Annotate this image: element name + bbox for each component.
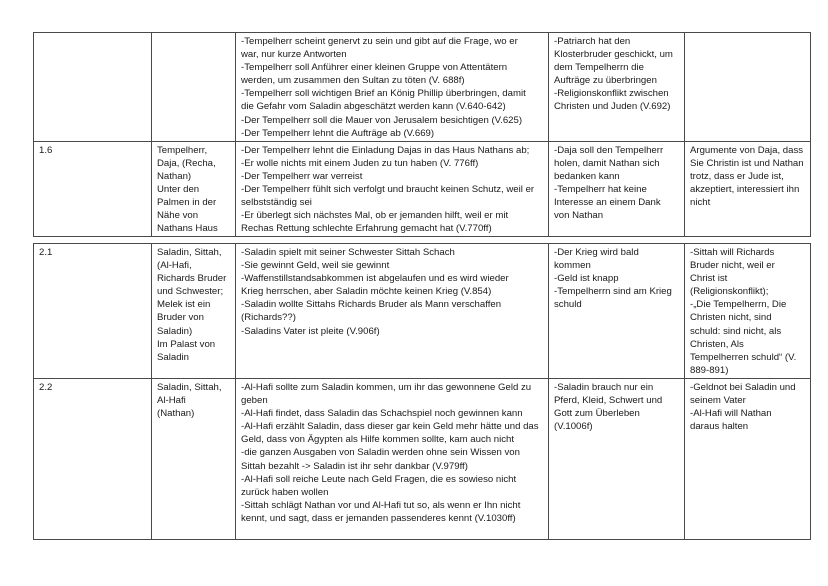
- cell-text-line: und Schwester;: [157, 286, 224, 298]
- scene-content-cell: [236, 141, 549, 237]
- cell-text-line: Unter den: [157, 184, 200, 196]
- cell-text-line: -„Die Tempelherrn, Die: [690, 299, 787, 311]
- cell-text-line: Argumente von Daja, dass: [690, 144, 804, 156]
- cell-text-line: schuld: [554, 299, 582, 311]
- cell-text-line: -Sie gewinnt Geld, weil sie gewinnt: [241, 260, 390, 272]
- scene-number-cell: [34, 141, 152, 237]
- characters-location-cell: [152, 378, 236, 539]
- cell-text-line: zurück haben wollen: [241, 486, 329, 498]
- cell-text-line: Krieg herrschen, aber Saladin möchte keinen Krieg (V.854): [241, 286, 492, 298]
- cell-text-line: -Saladin spielt mit seiner Schwester Sittah Schach: [241, 247, 455, 258]
- cell-text-line: werden, um zusammen den Sultan zu töten (V. 688f): [241, 75, 465, 87]
- cell-text-line: Klosterbruder geschickt, um: [554, 49, 673, 61]
- notes-cell: [685, 33, 811, 142]
- cell-text-line: Tempelherren schuld“ (V.: [690, 351, 797, 363]
- cell-text-line: Bruder nicht, weil er: [690, 260, 775, 272]
- cell-text-line: -Der Tempelherr lehnt die Einladung Dajas in das Haus Nathans ab;: [241, 144, 530, 156]
- cell-text-line: trotz, dass er Jude ist,: [690, 170, 784, 182]
- cell-text-line: -Al-Hafi soll reiche Leute nach Geld Fragen, die es sowieso nicht: [241, 473, 517, 485]
- cell-text-line: Daja, (Recha,: [157, 157, 216, 169]
- cell-text-line: kommen: [554, 260, 591, 272]
- cell-text-line: von Nathan: [554, 210, 604, 222]
- conflict-cell: [549, 378, 685, 539]
- characters-location-cell: [152, 244, 236, 379]
- cell-text-line: -Sittah will Richards: [690, 247, 775, 258]
- cell-text-line: -Er überlegt sich nächstes Mal, ob er jemanden hilft, weil er mit: [241, 210, 509, 222]
- cell-text-line: Richards Bruder: [157, 273, 227, 285]
- scene-table-act-2: [33, 243, 811, 540]
- scene-content-cell: [236, 244, 549, 379]
- cell-text-line: Geld, dass von Ägypten als Hilfe kommen sollte, kam auch nicht: [241, 434, 515, 446]
- cell-text-line: Sittah bezahlt -> Saladin ist ihr sehr dankbar (V.979ff): [241, 460, 468, 472]
- cell-text-line: holen, damit Nathan sich: [554, 157, 660, 169]
- conflict-cell: [549, 244, 685, 379]
- notes-cell: [685, 141, 811, 237]
- cell-text-line: -Der Tempelherr war verreist: [241, 170, 363, 182]
- cell-text-line: war, nur kurze Antworten: [241, 49, 347, 61]
- cell-text-line: -Tempelherr soll wichtigen Brief an König Phillip überbringen, damit: [241, 88, 526, 100]
- characters-location-cell: [152, 141, 236, 237]
- table-row: [34, 244, 811, 379]
- table-row: [34, 378, 811, 539]
- cell-text-line: -Tempelherr scheint genervt zu sein und gibt auf die Frage, wo er: [241, 36, 518, 47]
- cell-text-line: Christ ist: [690, 273, 728, 285]
- cell-text-line: Saladin: [157, 351, 190, 363]
- cell-text-line: Palmen in der: [157, 197, 217, 209]
- scene-content-cell: [236, 378, 549, 539]
- cell-text-line: Nähe von: [157, 210, 199, 222]
- scene-content-cell: [236, 33, 549, 142]
- cell-text-line: -Geldnot bei Saladin und: [690, 381, 796, 393]
- cell-text-line: -Religionskonflikt zwischen: [554, 88, 669, 100]
- cell-text-line: (Nathan): [157, 408, 195, 420]
- cell-text-line: Saladin): [157, 325, 193, 337]
- cell-text-line: -Der Krieg wird bald: [554, 247, 639, 258]
- cell-text-line: -Tempelherrn sind am Krieg: [554, 286, 672, 298]
- cell-text-line: 2.2: [39, 381, 53, 393]
- cell-text-line: dem Tempelherrn die: [554, 62, 644, 74]
- cell-text-line: 1.6: [39, 144, 53, 156]
- cell-text-line: (Al-Hafi,: [157, 260, 192, 272]
- cell-text-line: Aufträge zu überbringen: [554, 75, 657, 87]
- cell-text-line: kennt, und sagt, dass er jemanden passenderes kennt (V.1030ff): [241, 512, 516, 524]
- cell-text-line: schuld: sind nicht, als: [690, 325, 782, 337]
- cell-text-line: -Al-Hafi will Nathan: [690, 408, 772, 420]
- cell-text-line: Im Palast von: [157, 338, 216, 350]
- conflict-cell: [549, 141, 685, 237]
- cell-text-line: Bruder von: [157, 312, 204, 324]
- cell-text-line: Nathans Haus: [157, 223, 218, 235]
- cell-text-line: Christen, Als: [690, 338, 744, 350]
- cell-text-line: daraus halten: [690, 421, 749, 433]
- cell-text-line: -Geld ist knapp: [554, 273, 619, 285]
- cell-text-line: Gott zum Überleben: [554, 408, 640, 420]
- conflict-cell: [549, 33, 685, 142]
- cell-text-line: -Er wolle nichts mit einem Juden zu tun haben (V. 776ff): [241, 157, 479, 169]
- cell-text-line: -Tempelherr hat keine: [554, 184, 647, 196]
- cell-text-line: Christen und Juden (V.692): [554, 101, 671, 113]
- cell-text-line: Rechas Rettung schlechte Erfahrung gemacht hat (V.770ff): [241, 223, 492, 235]
- scene-table-act-1: [33, 32, 811, 237]
- cell-text-line: Pferd, Kleid, Schwert und: [554, 395, 663, 407]
- cell-text-line: -Al-Hafi sollte zum Saladin kommen, um ihr das gewonnene Geld zu: [241, 381, 532, 393]
- cell-text-line: -Der Tempelherr fühlt sich verfolgt und braucht keinen Schutz, weil er: [241, 184, 535, 196]
- cell-text-line: -Al-Hafi erzählt Saladin, dass dieser gar kein Geld mehr hätte und das: [241, 421, 539, 433]
- notes-cell: [685, 378, 811, 539]
- cell-text-line: Saladin, Sittah,: [157, 247, 222, 258]
- cell-text-line: (V.1006f): [554, 421, 593, 433]
- cell-text-line: -Sittah schlägt Nathan vor und Al-Hafi tut so, als wenn er Ihn nicht: [241, 499, 521, 511]
- cell-text-line: nicht: [690, 197, 711, 209]
- scene-number-cell: [34, 244, 152, 379]
- cell-text-line: -Daja soll den Tempelherr: [554, 144, 664, 156]
- cell-text-line: Nathan): [157, 170, 192, 182]
- cell-text-line: -Saladin wollte Sittahs Richards Bruder als Mann verschaffen: [241, 299, 502, 311]
- cell-text-line: Christen nicht, sind: [690, 312, 772, 324]
- characters-location-cell: [152, 33, 236, 142]
- cell-text-line: -Der Tempelherr soll die Mauer von Jerusalem besichtigen (V.625): [241, 114, 523, 126]
- cell-text-line: Melek ist ein: [157, 299, 211, 311]
- table-row: [34, 141, 811, 237]
- cell-text-line: Saladin, Sittah,: [157, 381, 222, 393]
- cell-text-line: Al-Hafi: [157, 395, 186, 407]
- cell-text-line: -Saladin brauch nur ein: [554, 381, 654, 393]
- table-row: [34, 33, 811, 142]
- cell-text-line: akzeptiert, interessiert ihn: [690, 184, 800, 196]
- cell-text-line: 2.1: [39, 247, 53, 258]
- cell-text-line: seinem Vater: [690, 395, 746, 407]
- cell-text-line: -Der Tempelherr lehnt die Aufträge ab (V.669): [241, 127, 435, 139]
- cell-text-line: -Saladins Vater ist pleite (V.906f): [241, 325, 380, 337]
- cell-text-line: die Gefahr vom Saladin abgeschätzt werden kann (V.640-642): [241, 101, 506, 113]
- notes-cell: [685, 244, 811, 379]
- cell-text-line: Tempelherr,: [157, 144, 208, 156]
- cell-text-line: -Al-Hafi findet, dass Saladin das Schachspiel noch gewinnen kann: [241, 408, 523, 420]
- cell-text-line: geben: [241, 395, 268, 407]
- cell-text-line: (Richards??): [241, 312, 296, 324]
- cell-text-line: -Patriarch hat den: [554, 36, 631, 47]
- cell-text-line: Sie Christin ist und Nathan: [690, 157, 804, 169]
- scene-number-cell: [34, 33, 152, 142]
- cell-text-line: -Tempelherr soll Anführer einer kleinen Gruppe von Attentätern: [241, 62, 508, 74]
- scene-number-cell: [34, 378, 152, 539]
- cell-text-line: Interesse an einem Dank: [554, 197, 661, 209]
- cell-text-line: -Waffenstillstandsabkommen ist abgelaufen und es wird wieder: [241, 273, 509, 285]
- cell-text-line: -die ganzen Ausgaben von Saladin werden ohne sein Wissen von: [241, 447, 520, 459]
- cell-text-line: 889-891): [690, 364, 729, 376]
- cell-text-line: selbstständig sei: [241, 197, 312, 209]
- cell-text-line: bedanken kann: [554, 170, 620, 182]
- cell-text-line: (Religionskonflikt);: [690, 286, 769, 298]
